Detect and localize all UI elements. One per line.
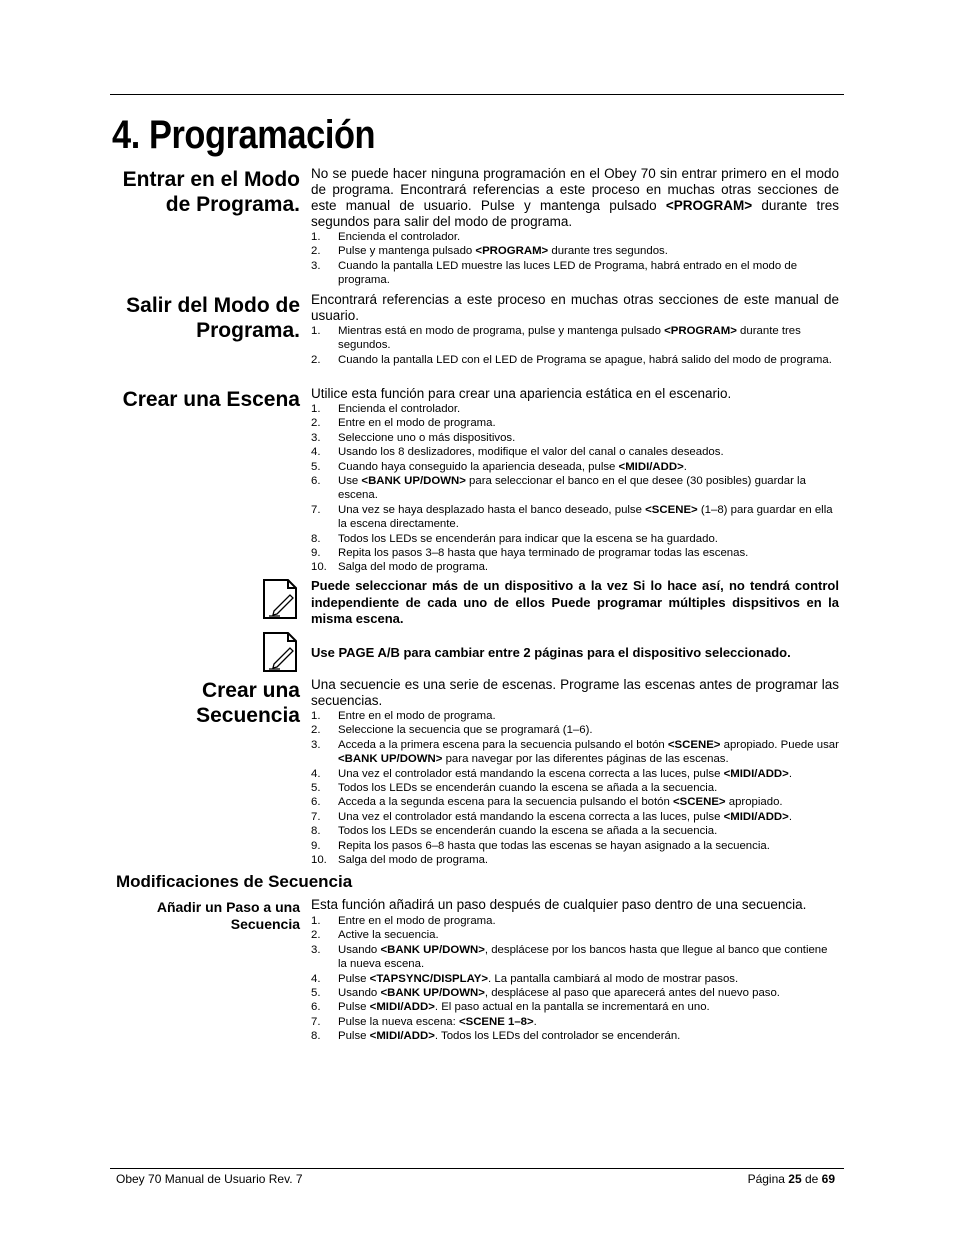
list-item-text: Mientras está en modo de programa, pulse y mantenga pulsado <PROGRAM> durante tres segundos. <box>338 325 801 352</box>
list-item <box>311 839 839 853</box>
list-item <box>311 928 839 942</box>
list-item-text: Todos los LEDs se encenderán para indicar que la escena se ha guardado. <box>338 532 718 545</box>
list-item <box>311 431 839 445</box>
heading-line: de Programa. <box>165 193 300 216</box>
list-item-text: Pulse <MIDI/ADD>. Todos los LEDs del controlador se encenderán. <box>338 1030 681 1043</box>
list-item-number: 3. <box>311 431 321 444</box>
list-item-text: Usando los 8 deslizadores, modifique el valor del canal o canales deseados. <box>338 446 724 459</box>
list-item-number: 5. <box>311 782 321 795</box>
list-item <box>311 824 839 838</box>
list-item <box>311 853 839 867</box>
list-item-number: 1. <box>311 403 321 415</box>
list-item <box>311 460 839 474</box>
list-item-text: Pulse la nueva escena: <SCENE 1–8>. <box>338 1015 537 1028</box>
list-item-text: Pulse y mantenga pulsado <PROGRAM> durante tres segundos. <box>338 245 668 258</box>
list-item <box>311 1015 839 1029</box>
list-item-text: Seleccione la secuencia que se programará (1–6). <box>338 724 593 737</box>
heading-line: Crear una <box>201 679 300 702</box>
list-item <box>311 259 839 288</box>
exit-steps-list <box>311 324 839 367</box>
list-item-text: Seleccione uno o más dispositivos. <box>338 431 516 444</box>
list-item-number: 8. <box>311 532 321 545</box>
list-item-number: 8. <box>311 1030 321 1043</box>
add-step-intro-paragraph: Esta función añadirá un paso después de cualquier paso dentro de una secuencia. <box>311 897 807 912</box>
list-item <box>311 402 839 416</box>
list-item-number: 2. <box>311 929 321 942</box>
list-item-text: Todos los LEDs se encenderán cuando la escena se añada a la secuencia. <box>338 782 718 795</box>
list-item-text: Acceda a la segunda escena para la secuencia pulsando el botón <SCENE> apropiado. <box>338 796 783 809</box>
page-separator: de <box>801 1172 822 1186</box>
list-item-text: Repita los pasos 6–8 hasta que todas las escenas se hayan asignado a la secuencia. <box>338 839 770 852</box>
list-item-number: 4. <box>311 972 321 985</box>
list-item-number: 7. <box>311 503 321 516</box>
enter-steps-list <box>311 230 839 288</box>
section-heading-enter-program-mode <box>123 167 300 217</box>
list-item-number: 3. <box>311 738 321 751</box>
list-item-number: 7. <box>311 810 321 823</box>
heading-line: Crear una Escena <box>122 388 300 411</box>
list-item-number: 1. <box>311 710 321 722</box>
footer-rule <box>110 1168 844 1169</box>
list-item-text: Salga del modo de programa. <box>338 561 489 574</box>
list-item-number: 6. <box>311 796 321 809</box>
list-item <box>311 972 839 986</box>
list-item-number: 4. <box>311 767 321 780</box>
list-item-text: Cuando la pantalla LED muestre las luces LED de Programa, habrá entrado en el modo de programa. <box>338 259 798 287</box>
list-item <box>311 810 839 824</box>
list-item-text: Active la secuencia. <box>338 929 439 942</box>
list-item-text: Cuando haya conseguido la apariencia deseada, pulse <MIDI/ADD>. <box>338 460 687 473</box>
total-pages: 69 <box>821 1172 835 1186</box>
list-item-number: 1. <box>311 231 321 243</box>
scene-intro-paragraph: Utilice esta función para crear una apariencia estática en el escenario. <box>311 386 732 401</box>
heading-line: Añadir un Paso a una <box>156 899 300 915</box>
current-page: 25 <box>788 1172 802 1186</box>
scene-steps-list <box>311 402 839 575</box>
list-item-number: 6. <box>311 475 321 488</box>
footer-document-title: Obey 70 Manual de Usuario Rev. 7 <box>116 1172 303 1186</box>
list-item <box>311 353 839 367</box>
list-item <box>311 795 839 809</box>
list-item-text: Encienda el controlador. <box>338 231 461 243</box>
list-item-text: Encienda el controlador. <box>338 403 461 415</box>
list-item <box>311 244 839 258</box>
sequence-steps-list <box>311 709 839 867</box>
list-item <box>311 914 839 928</box>
subsubsection-heading-add-step <box>157 899 300 933</box>
list-item <box>311 738 839 767</box>
list-item-text: Entre en el modo de programa. <box>338 710 496 722</box>
section-heading-create-scene <box>123 387 300 412</box>
page-label: Página <box>747 1172 789 1186</box>
list-item <box>311 474 839 503</box>
footer-page-number <box>748 1172 835 1186</box>
list-item-text: Todos los LEDs se encenderán cuando la escena se añada a la secuencia. <box>338 825 718 838</box>
exit-intro-paragraph: Encontrará referencias a este proceso en muchas otras secciones de este manual de usuario. <box>311 292 839 323</box>
list-item <box>311 1029 839 1043</box>
list-item-text: Cuando la pantalla LED con el LED de Programa se apague, habrá salido del modo de programa. <box>338 353 832 366</box>
list-item-text: Acceda a la primera escena para la secuencia pulsando el botón <SCENE> apropiado. Puede usar <BANK UP/DOWN> para navegar por las diferentes páginas de las escenas. <box>338 738 839 766</box>
enter-intro-paragraph: No se puede hacer ninguna programación en el Obey 70 sin entrar primero en el modo de programa. Encontrará referencias a este proceso en muchas otras secciones de este manual de usuario. Pulse y mantenga pulsado <PROGRAM> durante tres segundos para salir del modo de programa. <box>311 166 839 229</box>
list-item-number: 2. <box>311 724 321 737</box>
header-rule <box>110 94 844 95</box>
list-item <box>311 532 839 546</box>
list-item-number: 4. <box>311 446 321 459</box>
list-item <box>311 986 839 1000</box>
list-item <box>311 709 839 723</box>
list-item-text: Una vez el controlador está mandando la escena correcta a las luces, pulse <MIDI/ADD>. <box>338 767 792 780</box>
list-item-number: 5. <box>311 460 321 473</box>
list-item-text: Pulse <MIDI/ADD>. El paso actual en la pantalla se incrementará en uno. <box>338 1001 710 1014</box>
list-item-text: Una vez se haya desplazado hasta el banco deseado, pulse <SCENE> (1–8) para guardar en ella la escena directamente. <box>338 503 833 531</box>
list-item <box>311 723 839 737</box>
section-heading-exit-program-mode <box>126 293 300 343</box>
chapter-title: 4. Programación <box>112 113 376 157</box>
list-item-number: 7. <box>311 1015 321 1028</box>
list-item-number: 2. <box>311 245 321 258</box>
subsection-heading-sequence-modifications: Modificaciones de Secuencia <box>116 872 353 891</box>
add-step-steps-list <box>311 914 839 1044</box>
list-item-number: 2. <box>311 353 321 366</box>
list-item <box>311 230 839 244</box>
list-item-text: Use <BANK UP/DOWN> para seleccionar el banco en el que desee (30 posibles) guardar la escena. <box>338 475 806 502</box>
list-item <box>311 546 839 560</box>
list-item-text: Pulse <TAPSYNC/DISPLAY>. La pantalla cambiará al modo de mostrar pasos. <box>338 972 739 985</box>
list-item-text: Una vez el controlador está mandando la escena correcta a las luces, pulse <MIDI/ADD>. <box>338 810 792 823</box>
list-item-number: 1. <box>311 325 321 337</box>
list-item <box>311 445 839 459</box>
list-item-text: Salga del modo de programa. <box>338 854 489 867</box>
list-item-number: 8. <box>311 825 321 838</box>
list-item <box>311 781 839 795</box>
heading-line: Entrar en el Modo <box>122 168 300 191</box>
note-icon <box>262 578 298 620</box>
list-item-number: 3. <box>311 943 321 956</box>
heading-line: Programa. <box>196 319 300 342</box>
list-item-number: 2. <box>311 417 321 430</box>
note-multiple-devices: Puede seleccionar más de un dispositivo a la vez Si lo hace así, no tendrá control independiente de cada uno de ellos Puede programar múltiples dispsitivos en la misma escena. <box>311 578 839 626</box>
list-item-text: Usando <BANK UP/DOWN>, desplácese por los bancos hasta que llegue al banco que contiene la nueva escena. <box>338 943 828 971</box>
list-item-number: 9. <box>311 547 321 560</box>
list-item-number: 10. <box>311 854 327 867</box>
list-item-text: Usando <BANK UP/DOWN>, desplácese al paso que aparecerá antes del nuevo paso. <box>338 987 780 1000</box>
list-item <box>311 324 839 353</box>
heading-line: Secuencia <box>230 916 300 932</box>
list-item-text: Entre en el modo de programa. <box>338 915 496 927</box>
list-item-text: Entre en el modo de programa. <box>338 417 496 430</box>
list-item <box>311 560 839 574</box>
note-icon <box>262 631 298 673</box>
list-item <box>311 943 839 972</box>
list-item <box>311 767 839 781</box>
list-item-number: 9. <box>311 839 321 852</box>
heading-line: Secuencia <box>196 704 300 727</box>
list-item-number: 3. <box>311 259 321 272</box>
note-page-ab: Use PAGE A/B para cambiar entre 2 páginas para el dispositivo seleccionado. <box>311 645 791 660</box>
list-item-number: 6. <box>311 1001 321 1014</box>
list-item <box>311 1000 839 1014</box>
list-item-number: 10. <box>311 561 327 574</box>
list-item <box>311 503 839 532</box>
heading-line: Salir del Modo de <box>126 294 300 317</box>
list-item-text: Repita los pasos 3–8 hasta que haya terminado de programar todas las escenas. <box>338 547 749 560</box>
section-heading-create-sequence <box>196 678 300 728</box>
list-item <box>311 416 839 430</box>
list-item-number: 1. <box>311 915 321 927</box>
sequence-intro-paragraph: Una secuencie es una serie de escenas. Programe las escenas antes de programar las secuencias. <box>311 677 839 708</box>
list-item-number: 5. <box>311 987 321 1000</box>
